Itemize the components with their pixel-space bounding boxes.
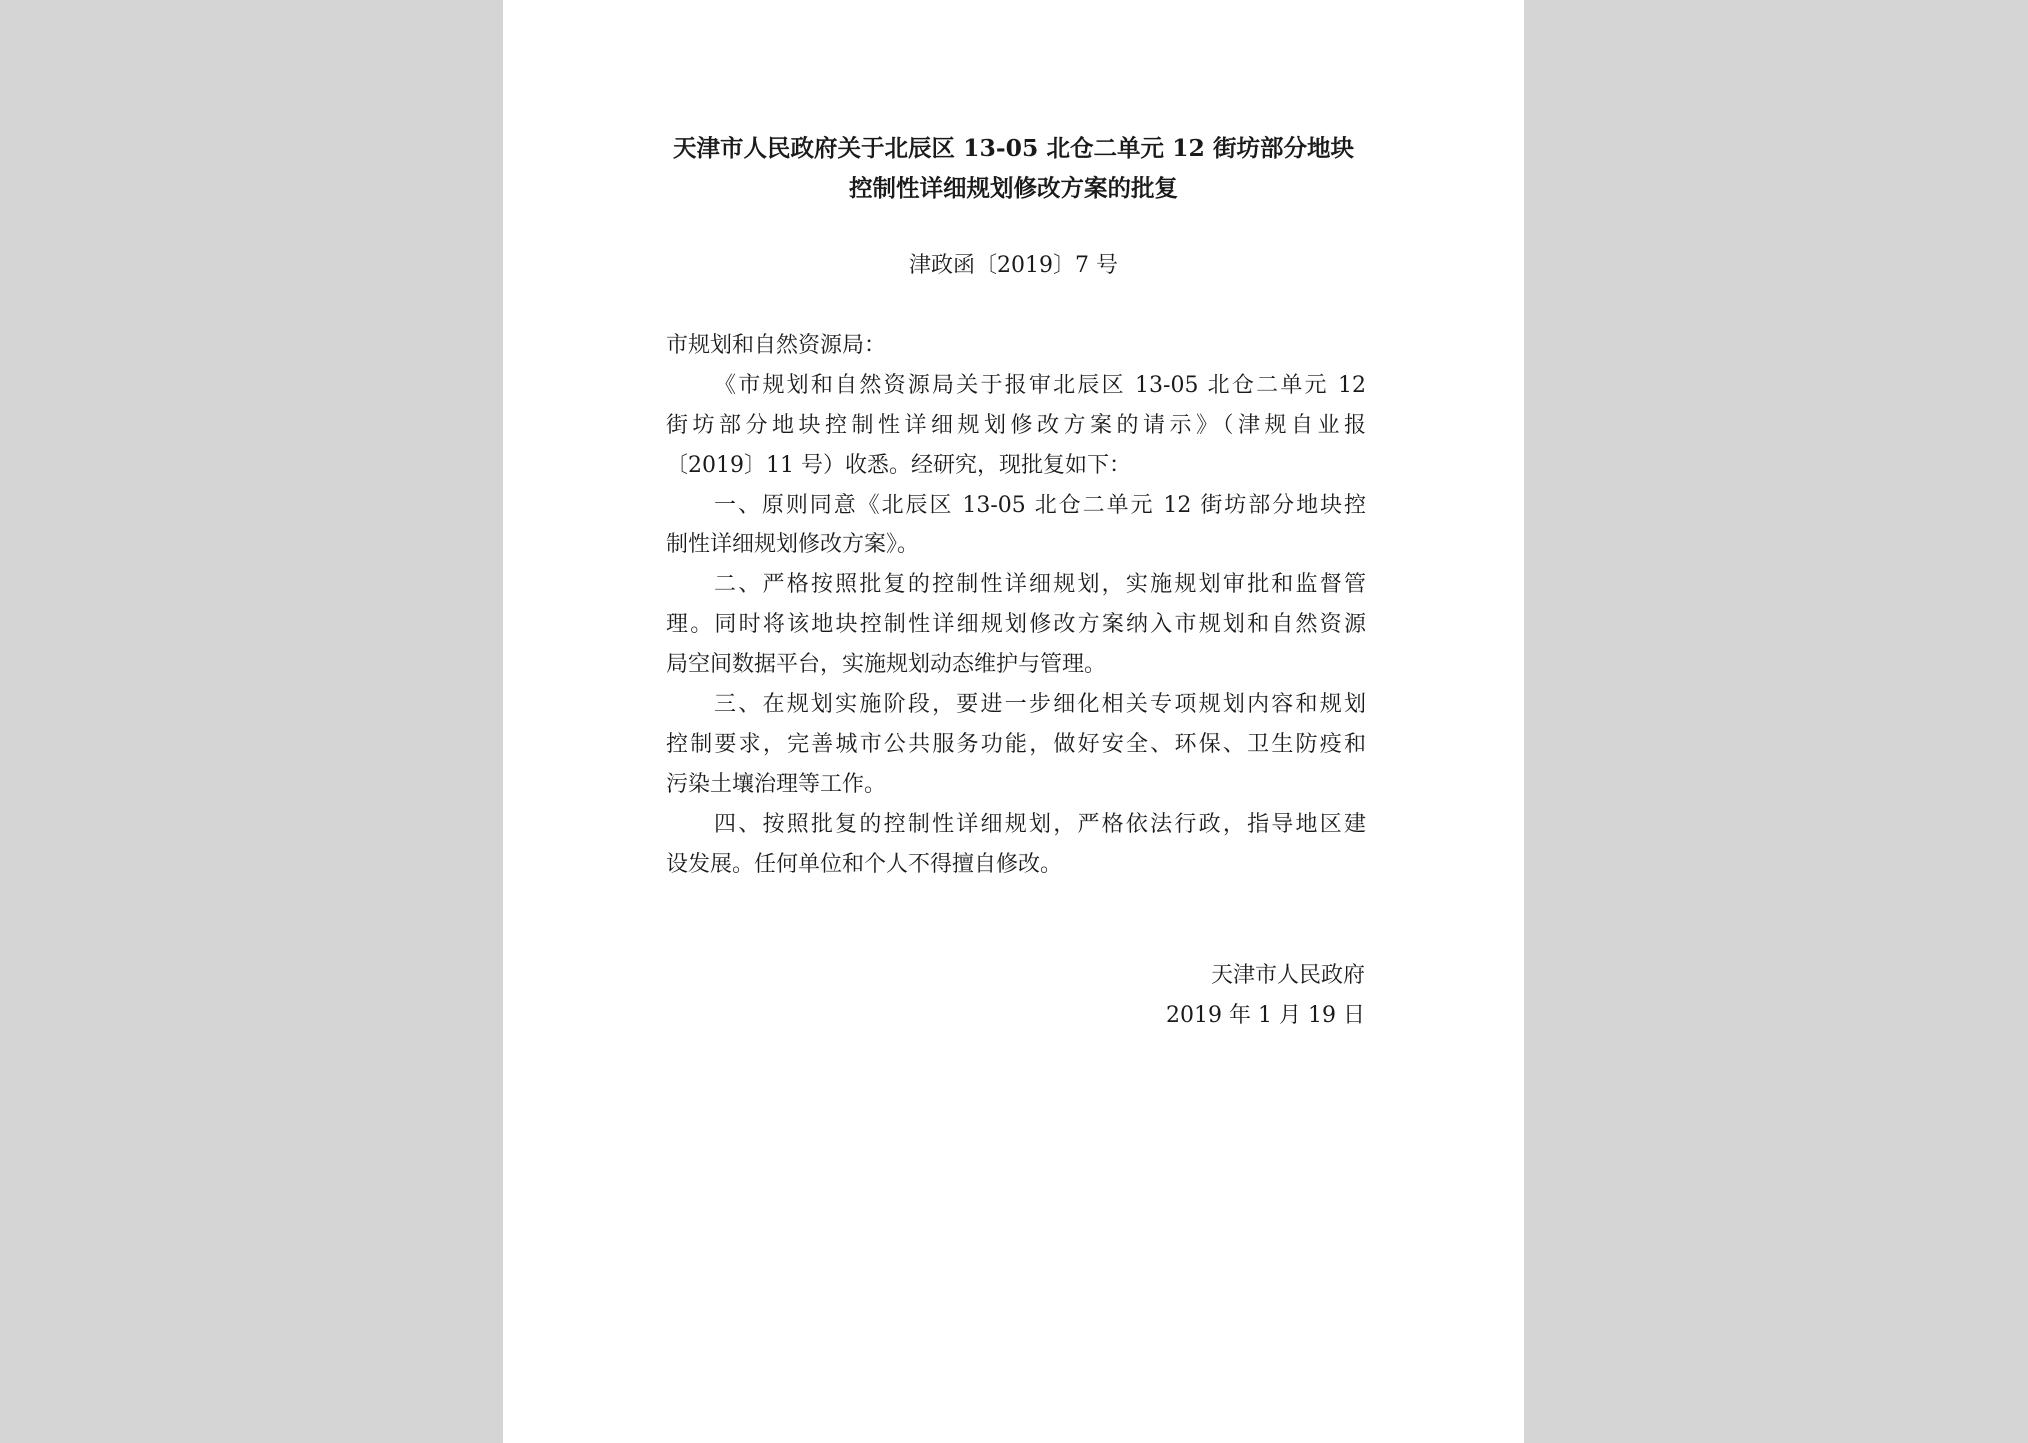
paragraph-line: 局空间数据平台，实施规划动态维护与管理。 [666,652,1107,678]
signature-organization: 天津市人民政府 [1210,963,1365,988]
paragraph-line: 〔2019〕11 号）收悉。经研究，现批复如下： [666,452,1131,478]
paragraph-2 [666,486,1366,566]
document-number: 津政函〔2019〕7 号 [909,253,1118,278]
addressee: 市规划和自然资源局： [666,333,887,358]
paragraph-line: 四、按照批复的控制性详细规划，严格依法行政，指导地区建 [714,811,1366,837]
paragraph-line: 三、在规划实施阶段，要进一步细化相关专项规划内容和规划 [714,692,1366,718]
paragraph-line: 《市规划和自然资源局关于报审北辰区 13-05 北仓二单元 12 [714,372,1366,398]
paragraph-line: 理。同时将该地块控制性详细规划修改方案纳入市规划和自然资源 [666,612,1366,638]
paragraph-3 [666,565,1366,685]
paragraph-line: 控制要求，完善城市公共服务功能，做好安全、环保、卫生防疫和 [666,731,1366,757]
paragraph-1 [666,366,1366,486]
paragraph-4 [666,685,1366,805]
document-page [503,0,1524,1443]
document-title-line-1: 天津市人民政府关于北辰区 13-05 北仓二单元 12 街坊部分地块 [672,134,1355,162]
document-body [666,326,1366,884]
document-title-line-2: 控制性详细规划修改方案的批复 [849,174,1178,202]
paragraph-line: 一、原则同意《北辰区 13-05 北仓二单元 12 街坊部分地块控 [714,492,1366,518]
paragraph-line: 街坊部分地块控制性详细规划修改方案的请示》（津规自业报 [666,412,1366,438]
signature-date: 2019 年 1 月 19 日 [1166,1003,1365,1028]
paragraph-line: 二、严格按照批复的控制性详细规划，实施规划审批和监督管 [714,572,1366,598]
paragraph-5 [666,805,1366,885]
paragraph-line: 污染土壤治理等工作。 [666,771,887,797]
paragraph-line: 制性详细规划修改方案》。 [666,532,920,558]
paragraph-line: 设发展。任何单位和个人不得擅自修改。 [666,851,1063,877]
